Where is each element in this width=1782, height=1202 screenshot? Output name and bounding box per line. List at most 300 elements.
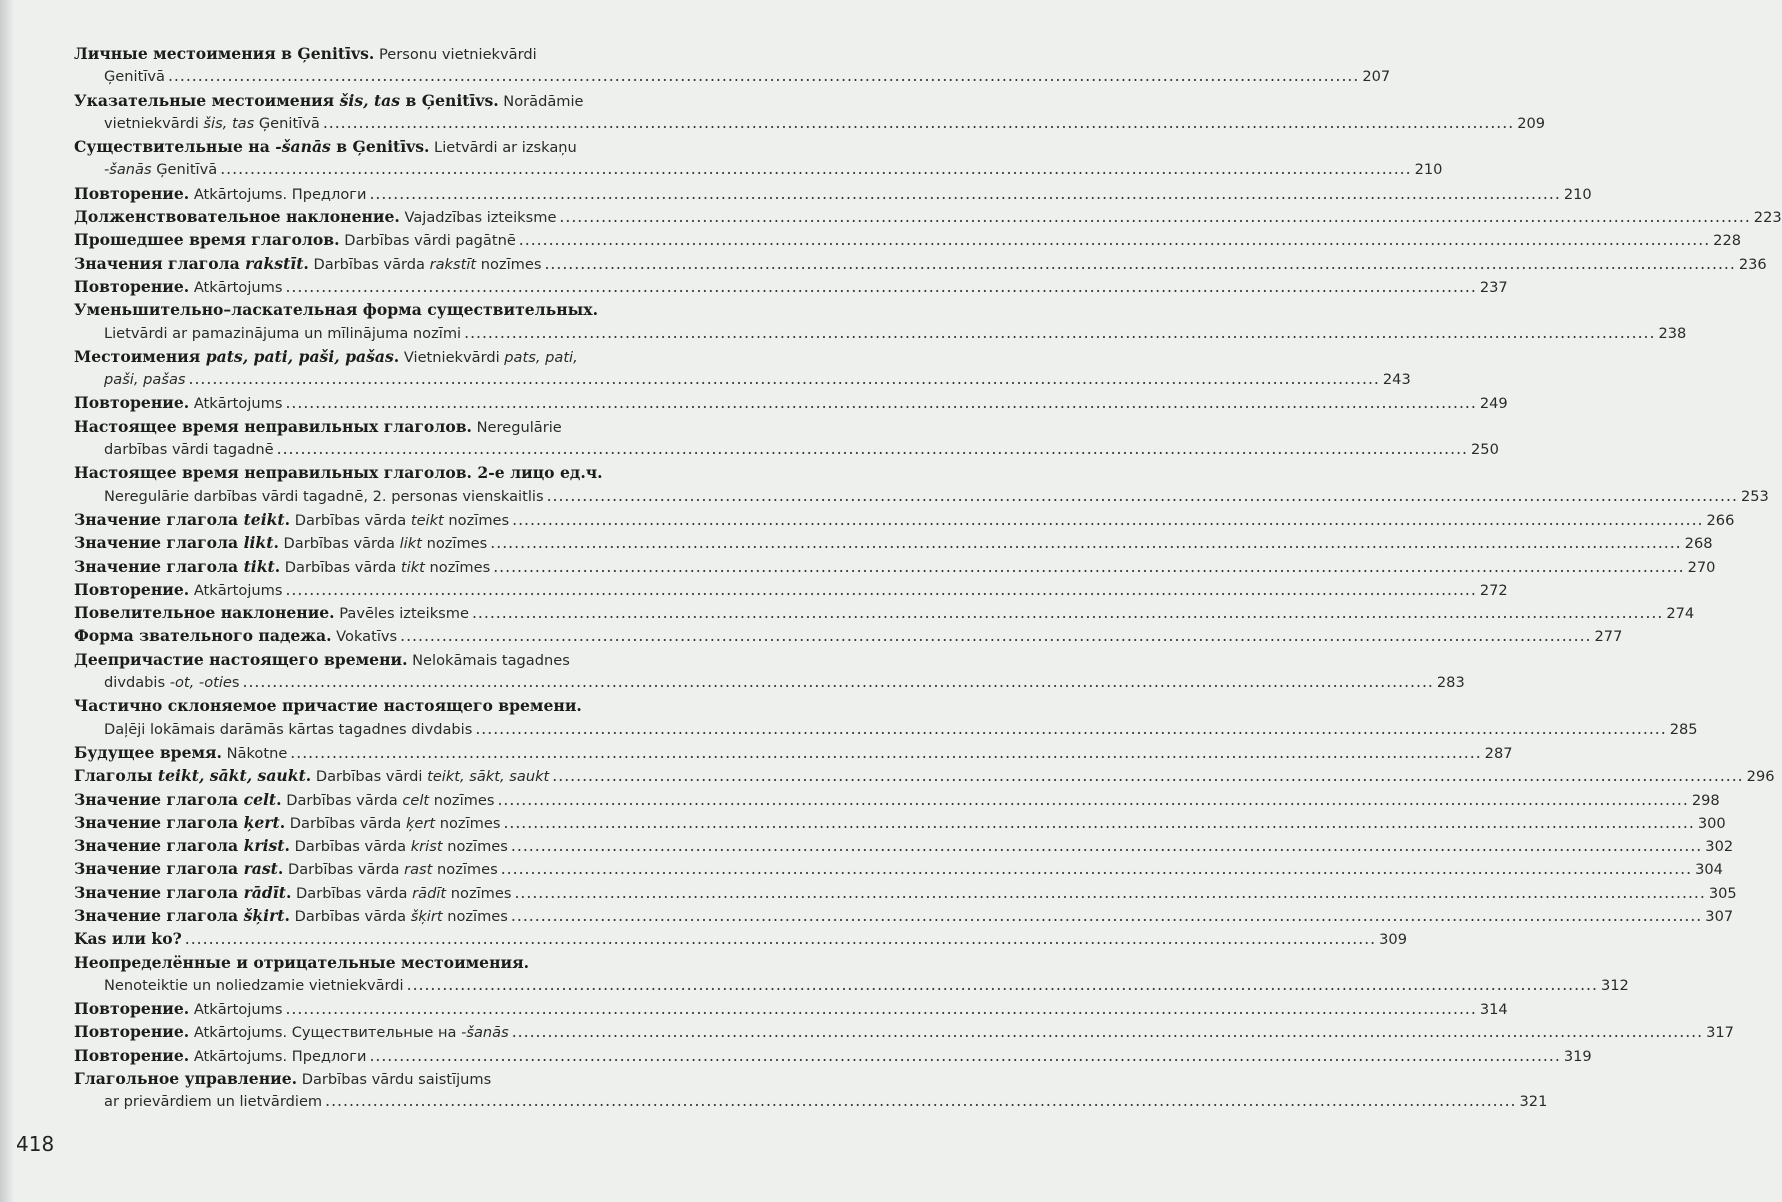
dot-leader — [519, 229, 1710, 252]
toc-line-text — [74, 42, 537, 66]
toc-heading-ru: Значение глагола — [74, 789, 244, 809]
toc-line — [74, 252, 1767, 275]
toc-heading-ru: teikt, sākt, saukt — [157, 766, 306, 786]
toc-entry — [74, 298, 1687, 345]
toc-page-number: 268 — [1684, 535, 1713, 553]
toc-entry — [74, 1044, 1592, 1067]
toc-heading-lv: Vietniekvārdi — [399, 348, 505, 366]
toc-entry — [74, 788, 1720, 811]
dot-leader — [511, 835, 1702, 858]
toc-heading-lv: Darbības vārda — [290, 511, 411, 529]
toc-page-number: 285 — [1669, 720, 1698, 738]
toc-line-text — [74, 997, 282, 1021]
toc-heading-ru: Уменьшительно–ласкательная форма существительных. — [74, 300, 599, 320]
toc-line-text — [74, 648, 570, 672]
dot-leader — [514, 882, 1705, 905]
toc-heading-lv: rādīt — [412, 884, 447, 902]
toc-heading-ru: rast — [243, 859, 278, 879]
toc-entry — [74, 601, 1695, 624]
toc-line-text — [74, 228, 516, 252]
toc-page-number: 270 — [1687, 558, 1716, 576]
page-gutter-shadow — [0, 0, 14, 1202]
toc-heading-lv: Atkārtojums. Существительные на — [189, 1024, 462, 1042]
dot-leader — [512, 509, 1703, 532]
toc-heading-ru: Повелительное наклонение. — [74, 603, 335, 623]
toc-line-text — [74, 555, 490, 579]
toc-heading-ru: ķert — [243, 812, 280, 832]
toc-heading-lv: Nākotne — [221, 744, 288, 762]
toc-heading-ru: tikt — [243, 556, 275, 576]
toc-entry — [74, 415, 1499, 462]
toc-line-text — [74, 811, 500, 835]
toc-heading-ru: . — [279, 812, 286, 832]
toc-line — [74, 391, 1508, 414]
toc-line — [74, 531, 1713, 554]
toc-heading-ru: Настоящее время неправильных глаголов. — [74, 416, 472, 436]
toc-line — [74, 298, 716, 321]
toc-heading-lv: celt — [402, 791, 430, 809]
toc-heading-lv: Darbības vārdi pagātnē — [339, 232, 516, 250]
toc-heading-lv: Ģenitīvā — [254, 114, 320, 132]
toc-line — [74, 904, 1734, 927]
toc-heading-ru: Будущее время. — [74, 742, 222, 762]
toc-heading-lv: Darbības vārda — [278, 535, 400, 553]
toc-heading-lv: nozīmes — [429, 791, 495, 809]
toc-line-text — [74, 578, 282, 602]
toc-line — [74, 555, 1716, 578]
dot-leader — [503, 812, 1694, 835]
toc-page-number: 274 — [1666, 605, 1695, 623]
dot-leader — [369, 1045, 1560, 1068]
toc-heading-ru: Долженствовательное наклонение. — [74, 207, 400, 227]
toc-heading-ru: . — [273, 533, 279, 553]
toc-page-number: 312 — [1600, 976, 1629, 994]
toc-line — [74, 694, 716, 717]
dot-leader — [168, 65, 1359, 88]
toc-heading-lv: Vokatīvs — [331, 628, 398, 646]
toc-heading-ru: Значения глагола — [74, 253, 246, 273]
toc-line — [74, 927, 1407, 950]
toc-entry — [74, 624, 1623, 647]
toc-heading-ru: Значение глагола — [74, 882, 244, 902]
dot-leader — [243, 671, 1434, 694]
toc-line — [74, 718, 1698, 741]
toc-entry — [74, 461, 1769, 508]
toc-entry — [74, 811, 1726, 834]
toc-page-number: 307 — [1705, 907, 1734, 925]
page-number: 418 — [16, 1132, 55, 1156]
dot-leader — [552, 765, 1743, 788]
toc-line — [74, 42, 716, 65]
toc-heading-lv: Ģenitīvā — [104, 68, 165, 86]
toc-page-number: 319 — [1563, 1047, 1592, 1065]
toc-line — [74, 601, 1695, 624]
dot-leader — [369, 183, 1560, 206]
dot-leader — [559, 206, 1750, 229]
toc-line-text — [74, 298, 598, 322]
toc-entry — [74, 508, 1735, 531]
toc-line — [74, 322, 1687, 345]
toc-page-number: 287 — [1484, 744, 1513, 762]
toc-page-number: 236 — [1738, 255, 1767, 273]
toc-heading-lv: tikt — [400, 558, 425, 576]
toc-page-number: 237 — [1479, 278, 1508, 296]
toc-heading-lv: Darbības vārda — [283, 861, 405, 879]
toc-heading-lv: -šanās — [104, 161, 152, 179]
toc-line-text — [74, 182, 366, 206]
toc-line-text — [74, 135, 577, 159]
dot-leader — [285, 998, 1476, 1021]
toc-line-text — [104, 368, 186, 391]
toc-heading-ru: Значение глагола — [74, 509, 244, 529]
dot-leader — [512, 1021, 1703, 1044]
toc-heading-lv: Ģenitīvā — [151, 161, 218, 179]
toc-entry — [74, 252, 1767, 275]
dot-leader — [285, 579, 1476, 602]
toc-page-number: 207 — [1362, 68, 1391, 86]
toc-heading-ru: . — [277, 859, 284, 879]
toc-heading-ru: Повторение. — [74, 1045, 190, 1065]
toc-entry — [74, 42, 1391, 89]
toc-line-text — [74, 205, 556, 229]
toc-heading-ru: . — [305, 766, 312, 786]
toc-line — [74, 65, 1391, 88]
toc-line — [74, 205, 1782, 228]
dot-leader — [501, 858, 1692, 881]
toc-heading-lv: ķert — [405, 814, 436, 832]
toc-line-text — [74, 89, 584, 113]
toc-heading-lv: šķirt — [410, 907, 443, 925]
toc-heading-lv: Atkārtojums — [189, 395, 283, 413]
toc-line — [74, 857, 1723, 880]
toc-entry — [74, 648, 1465, 695]
toc-heading-lv: nozīmes — [435, 814, 501, 832]
toc-line-text — [104, 1090, 322, 1113]
toc-line — [74, 415, 716, 438]
toc-page-number: 223 — [1753, 209, 1782, 227]
toc-line-text — [74, 694, 582, 718]
toc-line — [74, 508, 1735, 531]
toc-page-number: 309 — [1379, 931, 1407, 949]
toc-heading-lv: s — [231, 674, 240, 692]
toc-heading-ru: Повторение. — [74, 276, 190, 296]
toc-heading-lv: vietniekvārdi — [104, 114, 204, 132]
toc-entry — [74, 345, 1411, 392]
toc-heading-ru: Форма звательного падежа. — [74, 626, 332, 646]
toc-line-text — [104, 974, 404, 997]
toc-line-text — [74, 531, 487, 555]
dot-leader — [185, 928, 1376, 951]
toc-heading-ru: Прошедшее время глаголов. — [74, 230, 340, 250]
toc-heading-ru: Неопределённые и отрицательные местоимения. — [74, 952, 530, 972]
toc-page-number: 277 — [1594, 628, 1623, 646]
toc-heading-lv: Darbības vārdu saistījums — [297, 1071, 492, 1089]
toc-heading-ru: Значение глагола — [74, 905, 244, 925]
toc-heading-ru: . — [303, 253, 309, 273]
dot-leader — [475, 718, 1666, 741]
toc-heading-lv: šis, tas — [203, 114, 255, 132]
dot-leader — [220, 158, 1411, 181]
toc-line — [74, 345, 716, 368]
dot-leader — [464, 322, 1655, 345]
toc-line-text — [104, 65, 165, 88]
toc-entry — [74, 927, 1407, 950]
toc-entry — [74, 135, 1443, 182]
toc-line-text — [74, 1020, 509, 1044]
dot-leader — [490, 532, 1681, 555]
toc-entry — [74, 182, 1592, 205]
toc-heading-lv: Darbības vārda — [281, 791, 403, 809]
toc-heading-lv: Darbības vārda — [280, 558, 401, 576]
toc-heading-ru: Повторение. — [74, 1022, 190, 1042]
toc-heading-lv: rast — [404, 861, 433, 879]
toc-heading-lv: Darbības vārda — [285, 814, 406, 832]
toc-page-number: 266 — [1706, 511, 1735, 529]
toc-heading-lv: nozīmes — [442, 838, 508, 856]
dot-leader — [497, 789, 1688, 812]
toc-entry — [74, 1020, 1734, 1043]
toc-heading-ru: . — [284, 836, 290, 856]
toc-heading-ru: Частично склоняемое причастие настоящего времени. — [74, 696, 582, 716]
dot-leader — [323, 112, 1514, 135]
toc-heading-ru: Kas или ko? — [74, 929, 182, 949]
toc-heading-lv: teikt, sākt, saukt — [427, 768, 550, 786]
toc-line — [74, 485, 1769, 508]
toc-line-text — [74, 252, 541, 276]
toc-line-text — [74, 904, 508, 928]
toc-line — [74, 741, 1513, 764]
table-of-contents — [74, 42, 1782, 1114]
toc-heading-ru: Значение глагола — [74, 533, 244, 553]
toc-page-number: 302 — [1705, 838, 1734, 856]
toc-heading-lv: nozīmes — [442, 907, 508, 925]
dot-leader — [290, 742, 1481, 765]
toc-page-number: 305 — [1708, 884, 1737, 902]
toc-heading-lv: Nelokāmais tagadnes — [407, 651, 570, 669]
toc-line — [74, 811, 1726, 834]
toc-line-text — [74, 415, 562, 439]
toc-heading-ru: likt — [243, 533, 274, 553]
toc-page-number: 253 — [1740, 487, 1769, 505]
toc-heading-lv: Lietvārdi ar izskaņu — [429, 139, 577, 157]
toc-page-number: 304 — [1695, 861, 1723, 879]
toc-heading-lv: likt — [399, 535, 422, 553]
toc-heading-ru: -šanās — [275, 137, 331, 157]
toc-heading-lv: ar prievārdiem un lietvārdiem — [104, 1093, 323, 1111]
dot-leader — [511, 905, 1702, 928]
toc-page-number: 243 — [1382, 371, 1411, 389]
toc-heading-ru: . — [285, 882, 292, 902]
toc-line — [74, 158, 1443, 181]
toc-line-text — [104, 322, 461, 345]
toc-entry — [74, 205, 1782, 228]
toc-line — [74, 578, 1508, 601]
toc-line — [74, 648, 716, 671]
toc-heading-lv: rakstīt — [429, 255, 477, 273]
toc-heading-ru: pats, pati, paši, pašas — [205, 346, 394, 366]
toc-heading-ru: Значение глагола — [74, 556, 244, 576]
toc-entry — [74, 531, 1713, 554]
toc-line-text — [74, 788, 494, 812]
toc-heading-lv: nozīmes — [476, 255, 542, 273]
dot-leader — [493, 556, 1684, 579]
toc-line — [74, 89, 716, 112]
toc-line-text — [74, 1067, 491, 1091]
toc-heading-lv: Daļēji lokāmais darāmās kārtas tagadnes divdabis — [104, 720, 473, 738]
toc-line-text — [74, 624, 397, 648]
toc-heading-lv: paši, pašas — [104, 371, 186, 389]
toc-heading-lv: -šanās — [461, 1024, 509, 1042]
toc-heading-lv: Vajadzības izteiksme — [399, 209, 557, 227]
toc-entry — [74, 1067, 1548, 1114]
toc-page-number: 238 — [1658, 324, 1687, 342]
toc-line-text — [104, 485, 544, 508]
toc-heading-ru: Существительные на — [74, 137, 276, 157]
toc-line — [74, 881, 1737, 904]
toc-line-text — [74, 881, 511, 905]
toc-page-number: 298 — [1691, 791, 1720, 809]
toc-page-number: 300 — [1697, 814, 1726, 832]
toc-page-number: 228 — [1713, 232, 1742, 250]
toc-heading-lv: darbības vārdi tagadnē — [104, 441, 274, 459]
toc-heading-ru: Значение глагола — [74, 812, 244, 832]
toc-line-text — [74, 1044, 366, 1068]
dot-leader — [472, 602, 1663, 625]
toc-line — [74, 951, 716, 974]
toc-line — [74, 112, 1546, 135]
toc-heading-lv: nozīmes — [424, 558, 491, 576]
toc-heading-ru: . — [393, 346, 400, 366]
toc-page-number: 317 — [1706, 1024, 1734, 1042]
toc-line — [74, 1020, 1734, 1043]
toc-heading-lv: teikt — [410, 511, 444, 529]
toc-heading-lv: -ot, -otie — [169, 674, 232, 692]
toc-heading-ru: Значение глагола — [74, 859, 244, 879]
toc-page-number: 272 — [1479, 581, 1508, 599]
dot-leader — [285, 392, 1476, 415]
toc-line — [74, 974, 1629, 997]
dot-leader — [285, 276, 1476, 299]
toc-heading-lv: pats, pati, — [504, 348, 578, 366]
toc-page-number: 250 — [1471, 441, 1499, 459]
toc-heading-lv: divdabis — [104, 674, 170, 692]
toc-heading-lv: nozīmes — [421, 535, 488, 553]
toc-entry — [74, 89, 1546, 136]
toc-line — [74, 764, 1775, 787]
toc-heading-lv: Nenoteiktie un noliedzamie vietniekvārdi — [104, 976, 404, 994]
toc-line-text — [74, 951, 529, 975]
toc-page-number: 210 — [1414, 161, 1443, 179]
toc-line — [74, 135, 716, 158]
toc-line — [74, 1067, 716, 1090]
toc-line — [74, 275, 1508, 298]
toc-heading-lv: Darbības vārdi — [311, 768, 428, 786]
toc-line-text — [74, 275, 282, 299]
toc-heading-lv: Neregulārie — [472, 418, 562, 436]
toc-entry — [74, 951, 1629, 998]
toc-line-text — [74, 601, 469, 625]
toc-heading-ru: rakstīt — [245, 253, 304, 273]
toc-entry — [74, 857, 1723, 880]
toc-line-text — [74, 927, 182, 951]
toc-heading-lv: Darbības vārda — [291, 884, 413, 902]
toc-heading-lv: Neregulārie darbības vārdi tagadnē, 2. personas vienskaitlis — [104, 487, 544, 505]
toc-heading-lv: Lietvārdi ar pamazinājuma un mīlinājuma nozīmi — [104, 324, 462, 342]
toc-heading-ru: Местоимения — [74, 346, 206, 366]
dot-leader — [189, 368, 1380, 391]
toc-heading-ru: šis, tas — [339, 90, 401, 110]
toc-heading-ru: Глагольное управление. — [74, 1069, 298, 1089]
toc-entry — [74, 904, 1734, 927]
toc-line-text — [74, 461, 603, 485]
toc-line — [74, 997, 1508, 1020]
toc-line-text — [104, 158, 217, 181]
toc-line — [74, 671, 1465, 694]
toc-heading-lv: Pavēles izteiksme — [334, 605, 469, 623]
toc-line — [74, 438, 1499, 461]
toc-page-number: 321 — [1519, 1093, 1548, 1111]
toc-entry — [74, 275, 1508, 298]
toc-heading-ru: Повторение. — [74, 999, 190, 1019]
toc-heading-ru: teikt — [243, 509, 285, 529]
toc-heading-ru: Значение глагола — [74, 836, 244, 856]
toc-heading-ru: celt — [243, 789, 277, 809]
toc-page-number: 210 — [1563, 185, 1592, 203]
toc-line-text — [74, 345, 578, 369]
toc-heading-ru: Повторение. — [74, 393, 190, 413]
toc-page-number: 249 — [1479, 395, 1508, 413]
toc-heading-ru: Деепричастие настоящего времени. — [74, 649, 408, 669]
dot-leader — [277, 438, 1468, 461]
toc-heading-lv: Atkārtojums — [189, 1001, 283, 1019]
toc-page-number: 296 — [1746, 768, 1775, 786]
toc-line — [74, 1044, 1592, 1067]
toc-line-text — [74, 508, 509, 532]
toc-heading-lv: nozīmes — [446, 884, 512, 902]
toc-heading-ru: Глаголы — [74, 766, 158, 786]
toc-line — [74, 788, 1720, 811]
dot-leader — [547, 485, 1738, 508]
toc-heading-lv: nozīmes — [432, 861, 498, 879]
toc-line-text — [74, 764, 549, 788]
toc-entry — [74, 391, 1508, 414]
toc-line — [74, 368, 1411, 391]
toc-line — [74, 182, 1592, 205]
toc-heading-lv: Personu vietniekvārdi — [374, 46, 537, 63]
toc-heading-lv: Darbības vārda — [289, 838, 411, 856]
toc-entry — [74, 834, 1734, 857]
toc-line — [74, 624, 1623, 647]
toc-heading-lv: Atkārtojums — [189, 581, 283, 599]
toc-entry — [74, 555, 1716, 578]
dot-leader — [400, 625, 1591, 648]
toc-page-number: 209 — [1517, 114, 1546, 132]
toc-entry — [74, 578, 1508, 601]
toc-heading-ru: . — [284, 509, 291, 529]
toc-heading-ru: šķirt — [243, 905, 285, 925]
toc-entry — [74, 228, 1742, 251]
toc-line-text — [74, 741, 287, 765]
toc-heading-lv: nozīmes — [443, 511, 510, 529]
toc-line-text — [74, 391, 282, 415]
toc-heading-ru: Повторение. — [74, 579, 190, 599]
toc-heading-lv: krist — [410, 838, 443, 856]
toc-entry — [74, 764, 1775, 787]
toc-line-text — [104, 671, 240, 694]
toc-heading-lv: Atkārtojums. Предлоги — [189, 185, 367, 203]
toc-line-text — [104, 112, 320, 135]
toc-heading-ru: rādīt — [243, 882, 286, 902]
